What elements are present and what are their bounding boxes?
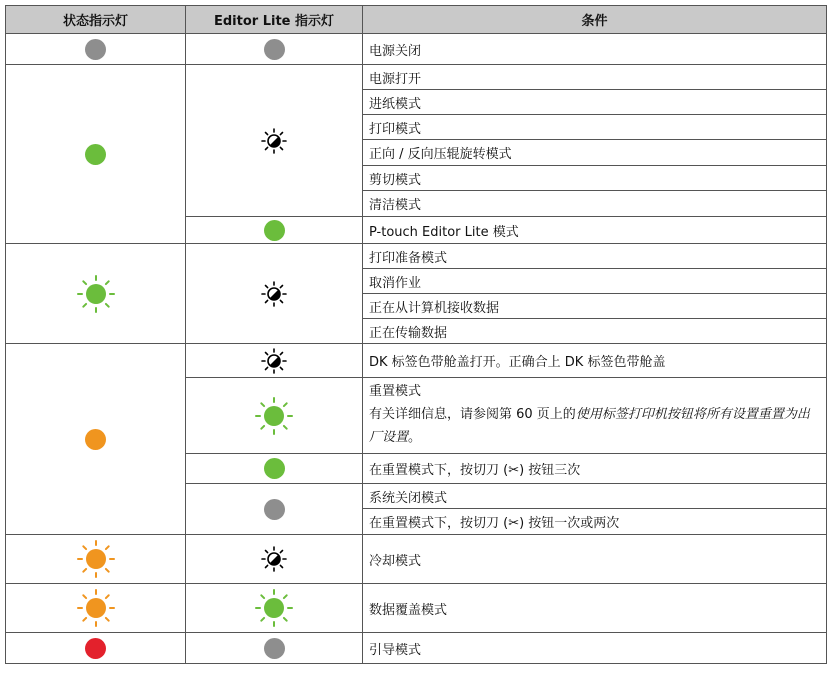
header-editor-led: Editor Lite 指示灯 (186, 6, 363, 34)
status-led-cell (6, 584, 186, 633)
editor-led-cell (186, 344, 363, 378)
editor-led-cell (186, 34, 363, 65)
gray-led-icon (264, 499, 285, 520)
table-row (6, 65, 827, 90)
green-blinking-led-icon (254, 396, 294, 436)
condition-text: 打印准备模式 (363, 244, 827, 269)
led-off-icon (261, 281, 287, 307)
red-led-icon (85, 638, 106, 659)
editor-led-cell (186, 633, 363, 664)
status-led-cell (6, 65, 186, 244)
condition-text: 数据覆盖模式 (363, 584, 827, 633)
header-condition: 条件 (363, 6, 827, 34)
status-led-cell (6, 633, 186, 664)
condition-text: 剪切模式 (363, 166, 827, 191)
status-led-cell (6, 244, 186, 344)
reset-mode-block (369, 378, 820, 453)
condition-text: 引导模式 (363, 633, 827, 664)
condition-text: 清洁模式 (363, 191, 827, 217)
condition-text: 打印模式 (363, 115, 827, 140)
led-off-icon (261, 546, 287, 572)
green-led-icon (85, 144, 106, 165)
condition-text: 电源关闭 (363, 34, 827, 65)
reset-note-suffix: 。 (408, 430, 422, 445)
condition-text: 电源打开 (363, 65, 827, 90)
condition-text: DK 标签色带舱盖打开。正确合上 DK 标签色带舱盖 (363, 344, 827, 378)
reset-note (369, 403, 820, 449)
editor-led-cell (186, 484, 363, 535)
status-table (5, 5, 827, 664)
table-row (6, 34, 827, 65)
header-row (6, 6, 827, 34)
reset-note-prefix: 有关详细信息，请参阅第 60 页上的 (369, 407, 576, 422)
orange-blinking-led-icon (76, 539, 116, 579)
gray-led-icon (264, 39, 285, 60)
editor-led-cell (186, 217, 363, 244)
editor-led-cell (186, 244, 363, 344)
header-status-led: 状态指示灯 (6, 6, 186, 34)
reset-condition (363, 378, 827, 454)
green-blinking-led-icon (76, 274, 116, 314)
condition-text: 取消作业 (363, 269, 827, 294)
condition-text: 正向 / 反向压辊旋转模式 (363, 140, 827, 166)
condition-text: 正在传输数据 (363, 319, 827, 344)
table-row (6, 584, 827, 633)
status-led-cell (6, 34, 186, 65)
editor-led-cell (186, 65, 363, 217)
status-led-cell (6, 535, 186, 584)
condition-text: 正在从计算机接收数据 (363, 294, 827, 319)
editor-led-cell (186, 535, 363, 584)
green-blinking-led-icon (254, 588, 294, 628)
gray-led-icon (264, 638, 285, 659)
editor-led-cell (186, 454, 363, 484)
table-row (6, 633, 827, 664)
editor-led-cell (186, 378, 363, 454)
gray-led-icon (85, 39, 106, 60)
orange-blinking-led-icon (76, 588, 116, 628)
green-led-icon (264, 220, 285, 241)
condition-text: 系统关闭模式 (363, 484, 827, 509)
editor-led-cell (186, 584, 363, 633)
table-row (6, 344, 827, 378)
reset-note-reference: 使用标签打印机按钮将所有设置重置为出厂设置 (369, 407, 810, 445)
orange-led-icon (85, 429, 106, 450)
status-led-cell (6, 344, 186, 535)
condition-text: 进纸模式 (363, 90, 827, 115)
condition-text: 重置模式 (369, 384, 422, 399)
table-row (6, 535, 827, 584)
table-row (6, 244, 827, 269)
green-led-icon (264, 458, 285, 479)
condition-text: P-touch Editor Lite 模式 (363, 217, 827, 244)
led-off-icon (261, 128, 287, 154)
led-off-icon (261, 348, 287, 374)
condition-text: 在重置模式下，按切刀 (✂) 按钮一次或两次 (363, 509, 827, 535)
condition-text: 在重置模式下，按切刀 (✂) 按钮三次 (363, 454, 827, 484)
condition-text: 冷却模式 (363, 535, 827, 584)
